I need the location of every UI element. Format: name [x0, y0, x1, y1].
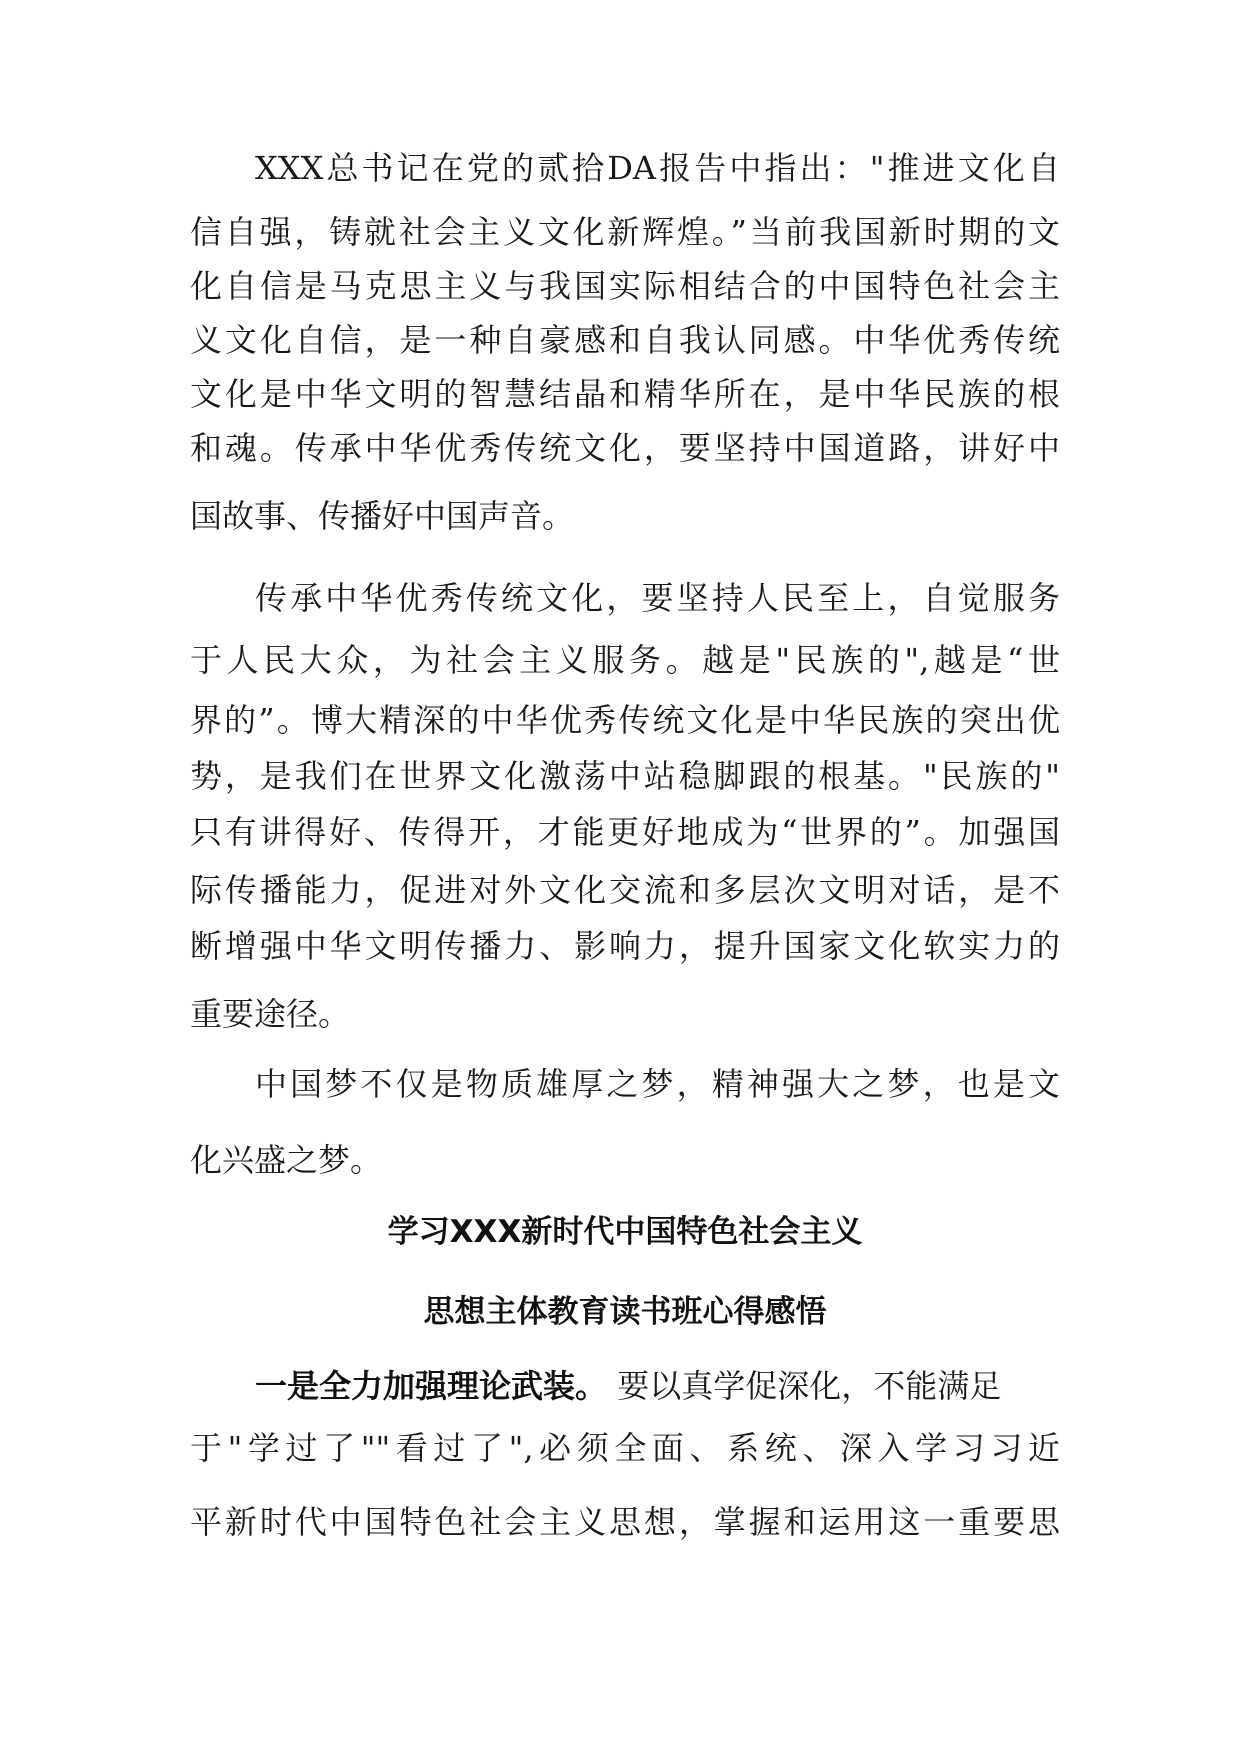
paragraph-1-line-6: 和魂。传承中华优秀传统文化，要坚持中国道路，讲好中: [190, 429, 1060, 467]
section-heading-line-1: 学习XXX新时代中国特色社会主义: [387, 1214, 863, 1250]
section-heading-line-2: 思想主体教育读书班心得感悟: [423, 1294, 827, 1330]
paragraph-1-line-4: 义文化自信，是一种自豪感和自我认同感。中华优秀传统: [190, 321, 1060, 359]
paragraph-1-line-2: 信自强，铸就社会主义文化新辉煌。”当前我国新时期的文: [190, 213, 1060, 251]
paragraph-3-line-1: 中国梦不仅是物质雄厚之梦，精神强大之梦，也是文: [255, 1065, 1060, 1103]
paragraph-2-line-4: 势，是我们在世界文化激荡中站稳脚跟的根基。"民族的": [190, 757, 1060, 795]
paragraph-2-line-5: 只有讲得好、传得开，才能更好地成为“世界的”。加强国: [190, 813, 1060, 851]
paragraph-4-line-1: [255, 1364, 1060, 1408]
paragraph-2-line-6: 际传播能力，促进对外文化交流和多层次文明对话，是不: [190, 871, 1060, 909]
paragraph-3-line-2: 化兴盛之梦。: [190, 1141, 383, 1179]
paragraph-2-line-8: 重要途径。: [190, 995, 351, 1033]
paragraph-4-lead: 一是全力加强理论武装。: [255, 1367, 608, 1405]
paragraph-4-line-2: 于"学过了""看过了",必须全面、系统、深入学习习近: [190, 1429, 1060, 1467]
paragraph-1-line-1: XXX总书记在党的贰拾DA报告中指出："推进文化自: [255, 149, 1060, 187]
paragraph-1-line-3: 化自信是马克思主义与我国实际相结合的中国特色社会主: [190, 267, 1060, 305]
paragraph-2-line-7: 断增强中华文明传播力、影响力，提升国家文化软实力的: [190, 927, 1060, 965]
paragraph-4-line-1-rest: 要以真学促深化，不能满足: [607, 1367, 1002, 1405]
paragraph-2-line-1: 传承中华优秀传统文化，要坚持人民至上，自觉服务: [255, 579, 1060, 617]
paragraph-2-line-2: 于人民大众，为社会主义服务。越是"民族的",越是“世: [190, 641, 1060, 679]
paragraph-2-line-3: 界的”。博大精深的中华优秀传统文化是中华民族的突出优: [190, 701, 1060, 739]
paragraph-4-line-3: 平新时代中国特色社会主义思想，掌握和运用这一重要思: [190, 1503, 1060, 1541]
paragraph-1-line-5: 文化是中华文明的智慧结晶和精华所在，是中华民族的根: [190, 375, 1060, 413]
paragraph-1-line-7: 国故事、传播好中国声音。: [190, 497, 575, 535]
